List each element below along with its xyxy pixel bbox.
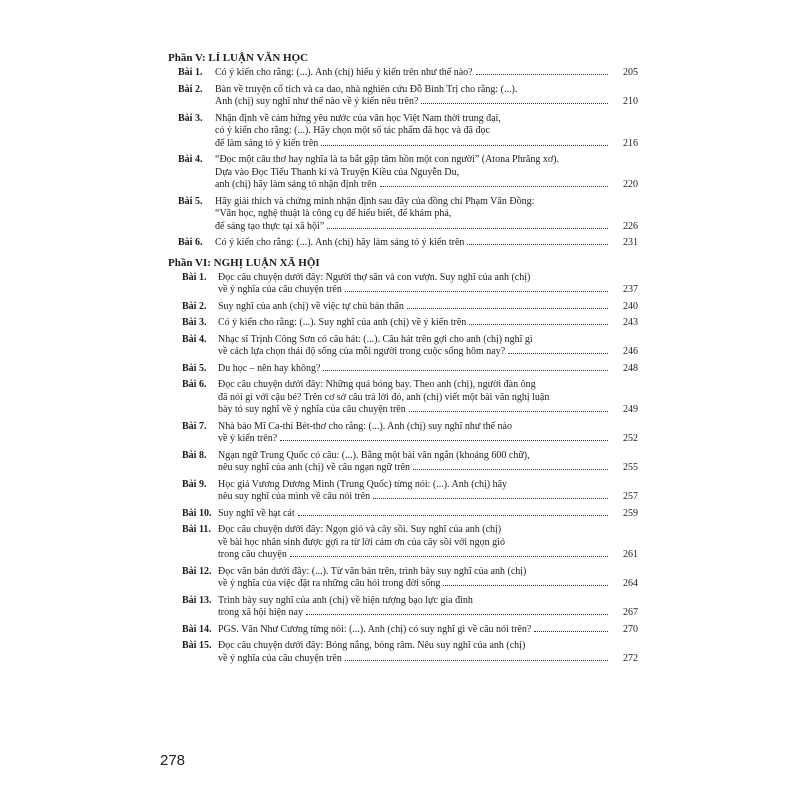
entry-body xyxy=(218,524,610,562)
entry-line: Hãy giải thích và chứng minh nhận định sau đây của đồng chí Phạm Văn Đồng: xyxy=(215,195,535,207)
entry-line xyxy=(218,301,610,314)
entry-line xyxy=(218,433,610,446)
entry-number: Bài 9. xyxy=(182,478,207,490)
dot-leader xyxy=(323,370,608,371)
toc-entry[interactable] xyxy=(168,379,638,417)
entry-page-number: 237 xyxy=(623,284,638,295)
entry-page-number: 249 xyxy=(623,404,638,415)
entry-line xyxy=(215,96,610,109)
entry-line xyxy=(218,508,610,521)
entry-line: Nhà báo Mĩ Ca-thi Bét-thơ cho rằng: (...). Anh (chị) suy nghĩ như thế nào xyxy=(218,420,512,432)
entry-number: Bài 7. xyxy=(182,420,207,432)
entry-line: Dựa vào Đọc Tiểu Thanh kí và Truyện Kiều của Nguyễn Du, xyxy=(215,166,460,178)
dot-leader xyxy=(321,145,608,146)
entry-line xyxy=(215,67,610,80)
entry-line: Trình bày suy nghĩ của anh (chị) về hiện tượng bạo lực gia đình xyxy=(218,594,473,606)
entry-number: Bài 13. xyxy=(182,594,212,606)
dot-leader xyxy=(373,498,608,499)
toc-entry[interactable] xyxy=(168,84,638,109)
toc-entry[interactable] xyxy=(168,237,638,250)
entry-page-number: 231 xyxy=(623,237,638,248)
dot-leader xyxy=(534,631,608,632)
entry-page-number: 259 xyxy=(623,507,638,519)
entry-body xyxy=(215,237,610,250)
entry-line: đã nói gì với cậu bé? Trên cơ sở câu trả lời đó, anh (chị) viết một bài văn nghị luận xyxy=(218,391,550,403)
toc-entry[interactable] xyxy=(168,334,638,359)
entry-line: Đọc câu chuyện dưới đây: Ngọn gió và cây sồi. Suy nghĩ của anh (chị) xyxy=(218,524,502,535)
entry-number: Bài 1. xyxy=(178,67,203,78)
entry-page-number: 243 xyxy=(623,317,638,328)
toc-entry[interactable] xyxy=(168,301,638,314)
entry-body xyxy=(218,317,610,330)
dot-leader xyxy=(467,244,608,245)
entry-line xyxy=(218,317,610,330)
entry-line-text: Anh (chị) suy nghĩ như thế nào về ý kiến nêu trên? xyxy=(215,96,419,107)
entry-body xyxy=(215,113,610,151)
entry-page-number: 240 xyxy=(623,300,638,312)
entry-page-number: 257 xyxy=(623,491,638,502)
entry-line: Đọc câu chuyện dưới đây: Những quả bóng bay. Theo anh (chị), người đàn ông xyxy=(218,379,536,390)
dot-leader xyxy=(409,411,608,412)
entry-line: Đọc câu chuyện dưới đây: Bóng nắng, bóng râm. Nêu suy nghĩ của anh (chị) xyxy=(218,640,526,651)
entry-line xyxy=(218,284,610,297)
entry-page-number: 220 xyxy=(623,179,638,190)
toc-entry[interactable] xyxy=(168,272,638,297)
entry-page-number: 272 xyxy=(623,652,638,664)
entry-body xyxy=(215,84,610,109)
toc-entry[interactable] xyxy=(168,508,638,521)
dot-leader xyxy=(469,324,608,325)
entry-page-number: 216 xyxy=(623,137,638,149)
entry-line-text: về cách lựa chọn thái độ sống của mỗi người trong cuộc sống hôm nay? xyxy=(218,346,506,357)
dot-leader xyxy=(280,440,608,441)
entry-line-text: về ý kiến trên? xyxy=(218,433,278,444)
dot-leader xyxy=(298,515,608,516)
entry-page-number: 267 xyxy=(623,607,638,618)
entry-page-number: 210 xyxy=(623,96,638,107)
entry-number: Bài 3. xyxy=(182,317,207,328)
entry-line xyxy=(218,491,610,504)
entry-line-text: về ý nghĩa của câu chuyện trên xyxy=(218,284,342,295)
entry-page-number: 252 xyxy=(623,433,638,444)
entry-line-text: Suy nghĩ về hạt cát xyxy=(218,507,295,519)
toc-entry[interactable] xyxy=(168,479,638,504)
toc-entry[interactable] xyxy=(168,154,638,192)
entry-line: “Văn học, nghệ thuật là công cụ để hiểu biết, để khám phá, xyxy=(215,208,452,219)
entry-line: Học giả Vương Dương Minh (Trung Quốc) từng nói: (...). Anh (chị) hãy xyxy=(218,478,508,490)
entry-line xyxy=(215,221,610,234)
entry-body xyxy=(218,566,610,591)
entry-line xyxy=(218,363,610,376)
entry-line-text: anh (chị) hãy làm sáng tỏ nhận định trên xyxy=(215,179,377,190)
entry-body xyxy=(218,508,610,521)
entry-page-number: 226 xyxy=(623,220,638,232)
entry-body xyxy=(218,301,610,314)
entry-page-number: 246 xyxy=(623,346,638,357)
entry-body xyxy=(215,196,610,234)
dot-leader xyxy=(421,103,608,104)
entry-page-number: 264 xyxy=(623,578,638,589)
entry-line-text: để sáng tạo thực tại xã hội” xyxy=(215,220,325,232)
entry-number: Bài 10. xyxy=(182,507,212,519)
toc-entry[interactable] xyxy=(168,196,638,234)
dot-leader xyxy=(345,660,608,661)
entry-page-number: 255 xyxy=(623,462,638,473)
entry-body xyxy=(218,379,610,417)
toc-section xyxy=(168,49,638,254)
toc-entry[interactable] xyxy=(168,640,638,665)
entry-line-text: Du học – nên hay không? xyxy=(218,362,321,374)
dot-leader xyxy=(345,291,608,292)
entry-line: Ngạn ngữ Trung Quốc có câu: (...). Bằng một bài văn ngắn (khoảng 600 chữ), xyxy=(218,449,530,461)
toc-entry[interactable] xyxy=(168,566,638,591)
entry-line xyxy=(218,462,610,475)
entry-line xyxy=(218,346,610,359)
entry-number: Bài 5. xyxy=(178,195,203,207)
entry-body xyxy=(218,624,610,637)
entry-body xyxy=(218,595,610,620)
entry-line: Đọc văn bản dưới đây: (...). Từ văn bản trên, trình bày suy nghĩ của anh (chị) xyxy=(218,565,527,577)
entry-line: Nhận định về cảm hứng yêu nước của văn học Việt Nam thời trung đại, xyxy=(215,112,501,124)
entry-line xyxy=(218,624,610,637)
toc-entry[interactable] xyxy=(168,624,638,637)
entry-number: Bài 4. xyxy=(182,333,207,345)
dot-leader xyxy=(306,614,608,615)
entry-number: Bài 12. xyxy=(182,565,212,577)
entry-page-number: 248 xyxy=(623,362,638,374)
entry-page-number: 261 xyxy=(623,549,638,560)
entry-number: Bài 6. xyxy=(182,379,207,390)
dot-leader xyxy=(508,353,608,354)
entry-line xyxy=(215,237,610,250)
dot-leader xyxy=(327,228,608,229)
dot-leader xyxy=(290,556,608,557)
table-of-contents xyxy=(168,49,638,669)
entry-number: Bài 2. xyxy=(178,83,203,95)
entry-line-text: nêu suy nghĩ của mình về câu nói trên xyxy=(218,491,371,502)
dot-leader xyxy=(443,585,608,586)
toc-entry[interactable] xyxy=(168,595,638,620)
entry-line-text: PGS. Văn Như Cương từng nói: (...). Anh (chị) có suy nghĩ gì về câu nói trên? xyxy=(218,623,532,635)
entry-line xyxy=(218,404,610,417)
entry-body xyxy=(218,450,610,475)
entry-line-text: trong xã hội hiện nay xyxy=(218,607,303,618)
entry-line-text: bày tỏ suy nghĩ về ý nghĩa của câu chuyện trên xyxy=(218,404,406,415)
entry-line xyxy=(218,653,610,666)
entry-number: Bài 2. xyxy=(182,300,207,312)
entry-body xyxy=(218,421,610,446)
entry-number: Bài 11. xyxy=(182,524,211,535)
entry-number: Bài 6. xyxy=(178,237,203,248)
entry-line xyxy=(215,179,610,192)
section-title: Phần V: LÍ LUẬN VĂN HỌC xyxy=(168,52,309,64)
entry-number: Bài 5. xyxy=(182,362,207,374)
entry-body xyxy=(218,479,610,504)
dot-leader xyxy=(413,469,608,470)
entry-body xyxy=(218,640,610,665)
dot-leader xyxy=(380,186,608,187)
entry-line-text: Có ý kiến cho rằng: (...). Suy nghĩ của anh (chị) về ý kiến trên xyxy=(218,317,467,328)
entry-line xyxy=(218,549,610,562)
entry-body xyxy=(218,363,610,376)
toc-section xyxy=(168,254,638,670)
page-number: 278 xyxy=(160,752,186,769)
entry-number: Bài 14. xyxy=(182,623,212,635)
entry-line-text: Suy nghĩ của anh (chị) về việc tự chủ bản thân xyxy=(218,300,404,312)
toc-entry[interactable] xyxy=(168,363,638,376)
toc-entry[interactable] xyxy=(168,524,638,562)
entry-page-number: 270 xyxy=(623,623,638,635)
entry-number: Bài 4. xyxy=(178,154,203,165)
entry-body xyxy=(215,154,610,192)
toc-entry[interactable] xyxy=(168,421,638,446)
dot-leader xyxy=(407,308,608,309)
entry-number: Bài 1. xyxy=(182,271,207,283)
entry-line-text: trong câu chuyện xyxy=(218,549,287,560)
entry-number: Bài 3. xyxy=(178,112,203,124)
entry-line: Bàn về truyện cổ tích và ca dao, nhà nghiên cứu Đỗ Bình Trị cho rằng: (...). xyxy=(215,83,518,95)
entry-line-text: về ý nghĩa của câu chuyện trên xyxy=(218,652,342,664)
section-title: Phần VI: NGHỊ LUẬN XÃ HỘI xyxy=(168,256,320,269)
entry-line: Nhạc sĩ Trịnh Công Sơn có câu hát: (...). Câu hát trên gợi cho anh (chị) nghĩ gì xyxy=(218,333,533,345)
entry-line xyxy=(218,578,610,591)
entry-line-text: về ý nghĩa của việc đặt ra những câu hỏi trong đời sống xyxy=(218,578,441,589)
entry-line: có ý kiến cho rằng: (...). Hãy chọn một số tác phẩm đã học và đã đọc xyxy=(215,125,490,136)
dot-leader xyxy=(476,74,608,75)
entry-line xyxy=(218,607,610,620)
entry-body xyxy=(218,272,610,297)
entry-line-text: để làm sáng tỏ ý kiến trên xyxy=(215,137,319,149)
entry-number: Bài 15. xyxy=(182,640,212,651)
entry-line-text: nêu suy nghĩ của anh (chị) về câu ngạn ngữ trên xyxy=(218,462,411,473)
toc-entry[interactable] xyxy=(168,67,638,80)
toc-entry[interactable] xyxy=(168,450,638,475)
entry-line: về bài học nhân sinh được gợi ra từ lời cảm ơn của cây sồi với ngọn gió xyxy=(218,536,505,548)
entry-line: “Đọc một câu thơ hay nghĩa là ta bắt gặp tâm hồn một con người” (Atona Phrăng xơ). xyxy=(215,154,559,165)
entry-line xyxy=(215,138,610,151)
entry-body xyxy=(218,334,610,359)
entry-line: Đọc câu chuyện dưới đây: Người thợ săn và con vượn. Suy nghĩ của anh (chị) xyxy=(218,271,531,283)
entry-number: Bài 8. xyxy=(182,449,207,461)
entry-body xyxy=(215,67,610,80)
entry-line-text: Có ý kiến cho rằng: (...). Anh (chị) hãy làm sáng tỏ ý kiến trên xyxy=(215,237,465,248)
entry-line-text: Có ý kiến cho rằng: (...). Anh (chị) hiểu ý kiến trên như thế nào? xyxy=(215,67,473,78)
entry-page-number: 205 xyxy=(623,67,638,78)
toc-entry[interactable] xyxy=(168,317,638,330)
toc-entry[interactable] xyxy=(168,113,638,151)
